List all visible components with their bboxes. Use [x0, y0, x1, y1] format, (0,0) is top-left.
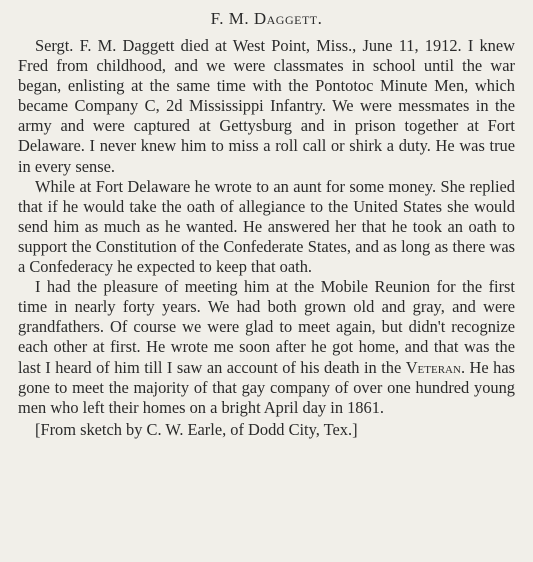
article-heading: F. M. Daggett. — [210, 9, 323, 28]
sketch-credit: [From sketch by C. W. Earle, of Dodd City, Tex.] — [35, 419, 358, 439]
paragraph-3-text-end: . He has gone to meet the majority of that gay company of over one hundred young men who left their homes on a bright April day in 1861. — [18, 357, 515, 417]
paragraph-1: Sergt. F. M. Daggett died at West Point, Miss., June 11, 1912. I knew Fred from childhood, and we were classmates in school until the war began, enlisting at the same time with the Pontotoc Minute Men, which became Company C, 2d Mississippi Infantry. We were messmates in the army and were captured at Gettysburg and in prison together at Fort Delaware. I never knew him to miss a roll call or shirk a duty. He was true in every sense. — [18, 36, 515, 176]
paragraph-2: While at Fort Delaware he wrote to an aunt for some money. She replied that if he would take the oath of allegiance to the United States she would send him as much as he wanted. He answered her that he took an oath to support the Constitution of the Confederate States, and as long as there was a Confederacy he expected to keep that oath. — [18, 176, 515, 277]
paragraph-3 — [18, 277, 515, 418]
veteran-publication-name: Veteran — [405, 357, 461, 377]
paragraph-3-text-start: I had the pleasure of meeting him at the Mobile Reunion for the first time in nearly forty years. We had both grown old and gray, and were grandfathers. Of course we were glad to meet again, but didn't recognize each other at first. He wrote me soon after he got home, and that was the last I heard of him till I saw an account of his death in the — [18, 277, 515, 377]
